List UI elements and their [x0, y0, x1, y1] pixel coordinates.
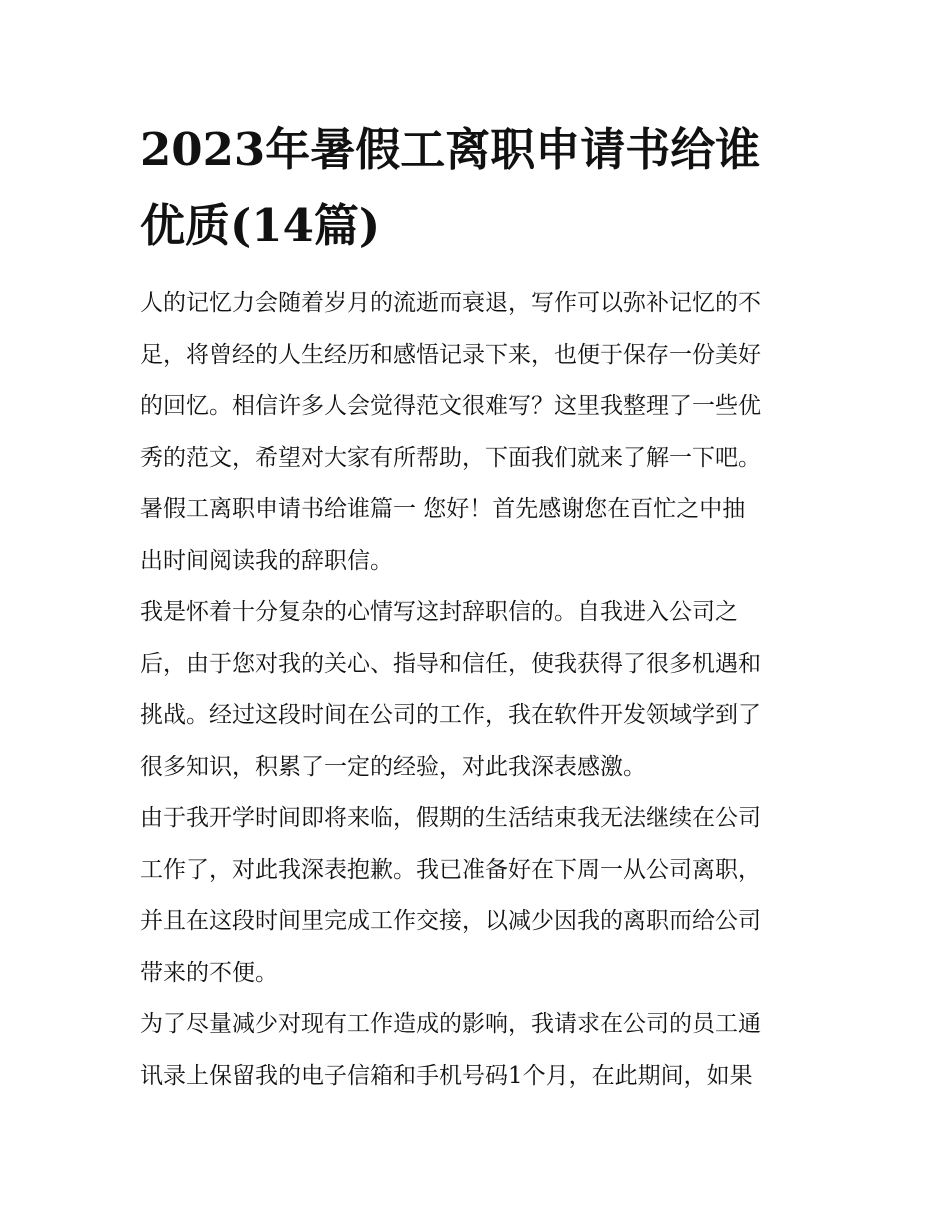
- document-body: [140, 278, 812, 1102]
- paragraph-intro: [140, 278, 812, 587]
- title-line: 优质(14篇): [140, 199, 381, 252]
- text-line: 足，将曾经的人生经历和感悟记录下来，也便于保存一份美好: [140, 341, 761, 368]
- title-line: 2023年暑假工离职申请书给谁: [140, 123, 761, 176]
- text-line: 并且在这段时间里完成工作交接，以减少因我的离职而给公司: [140, 908, 761, 934]
- text-line: 暑假工离职申请书给谁篇一 您好！首先感谢您在百忙之中抽: [140, 496, 746, 522]
- text-line: 出时间阅读我的辞职信。: [140, 547, 393, 574]
- text-line: 我是怀着十分复杂的心情写这封辞职信的。自我进入公司之: [140, 599, 738, 625]
- text-line: 秀的范文，希望对大家有所帮助，下面我们就来了解一下吧。: [140, 444, 761, 471]
- text-line: 带来的不便。: [140, 959, 278, 986]
- text-line: 为了尽量减少对现有工作造成的影响，我请求在公司的员工通: [140, 1011, 761, 1037]
- text-line: 由于我开学时间即将来临，假期的生活结束我无法继续在公司: [140, 805, 761, 831]
- text-line: 的回忆。相信许多人会觉得范文很难写？这里我整理了一些优: [140, 393, 761, 419]
- paragraph-gratitude: [140, 587, 812, 793]
- text-line: 人的记忆力会随着岁月的流逝而衰退，写作可以弥补记忆的不: [140, 290, 761, 316]
- text-line: 后，由于您对我的关心、指导和信任，使我获得了很多机遇和: [140, 650, 761, 677]
- text-line: 很多知识，积累了一定的经验，对此我深表感激。: [140, 753, 646, 780]
- document-title: [140, 112, 812, 264]
- document-page: [140, 112, 812, 1102]
- text-line: 挑战。经过这段时间在公司的工作，我在软件开发领域学到了: [140, 702, 761, 728]
- paragraph-request: [140, 999, 812, 1102]
- text-line: 工作了，对此我深表抱歉。我已准备好在下周一从公司离职，: [140, 856, 761, 883]
- text-line: 讯录上保留我的电子信箱和手机号码1个月，在此期间，如果: [140, 1062, 753, 1089]
- paragraph-reason: [140, 793, 812, 999]
